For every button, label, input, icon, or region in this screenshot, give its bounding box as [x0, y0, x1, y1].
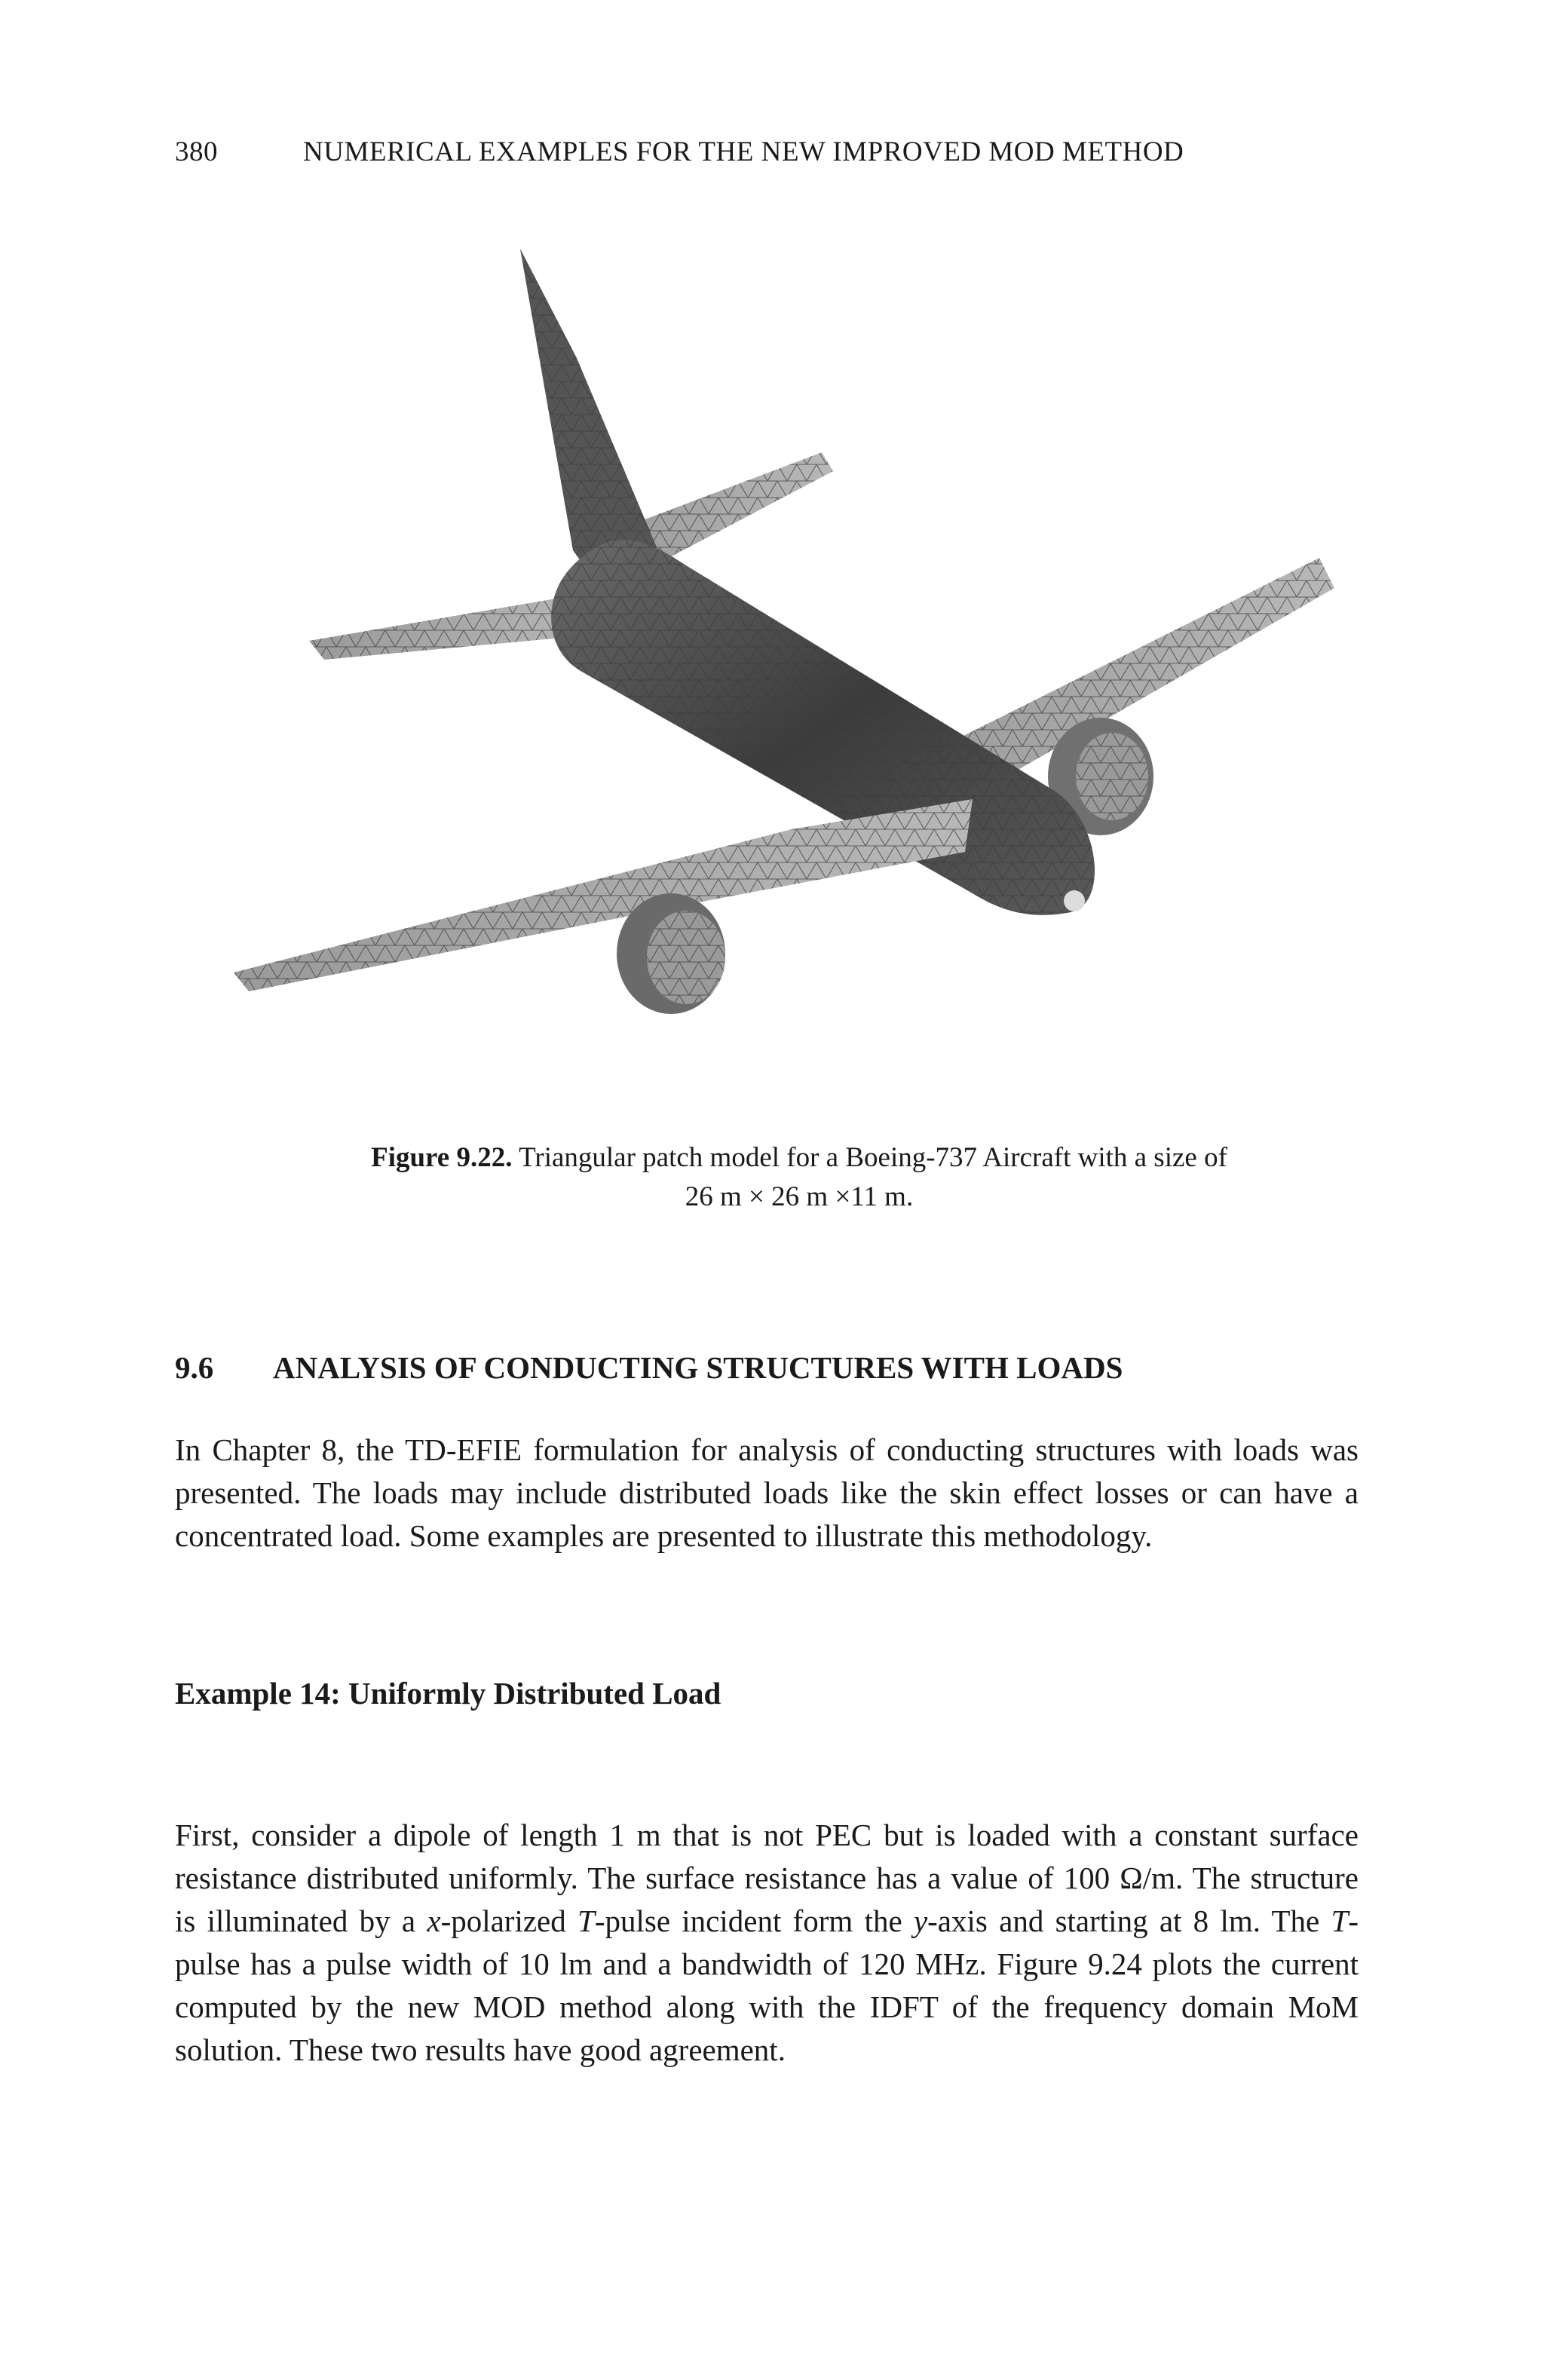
aircraft-mesh-figure: [219, 249, 1365, 1078]
figure-label: Figure 9.22.: [371, 1142, 513, 1173]
section-number: 9.6: [175, 1350, 214, 1385]
caption-line-1: Triangular patch model for a Boeing-737 Aircraft with a size of: [519, 1142, 1227, 1173]
caption-line-2: 26 m × 26 m ×11 m.: [685, 1181, 914, 1212]
example-heading: Example 14: Uniformly Distributed Load: [175, 1676, 721, 1711]
left-wing: [234, 799, 973, 991]
section-heading: [175, 1349, 1123, 1386]
figure-caption: [264, 1138, 1334, 1217]
running-title: NUMERICAL EXAMPLES FOR THE NEW IMPROVED MOD METHOD: [303, 136, 1184, 167]
section-title: ANALYSIS OF CONDUCTING STRUCTURES WITH LOADS: [273, 1350, 1123, 1385]
left-engine: [617, 893, 725, 1014]
running-head: [175, 136, 1184, 168]
section-paragraph: In Chapter 8, the TD-EFIE formulation for analysis of conducting structures with loads was presented. The loads may include distributed loads like the skin effect losses or can have a concentrated load. Some examples are presented to illustrate this methodology.: [175, 1432, 1359, 1553]
example-paragraph: First, consider a dipole of length 1 m that is not PEC but is loaded with a constant surface resistance distributed uniformly. The surface resistance has a value of 100 Ω/m. The structure is illuminated by a x-polarized T-pulse incident form the y-axis and starting at 8 lm. The T-pulse has a pulse width of 10 lm and a bandwidth of 120 MHz. Figure 9.24 plots the current computed by the new MOD method along with the IDFT of the frequency domain MoM solution. These two results have good agreement.: [175, 1818, 1359, 2067]
x-variable: x: [427, 1904, 441, 1938]
t-variable: T: [577, 1904, 595, 1938]
page-number: 380: [175, 136, 218, 167]
t-variable: T: [1331, 1904, 1349, 1938]
y-variable: y: [913, 1904, 928, 1938]
